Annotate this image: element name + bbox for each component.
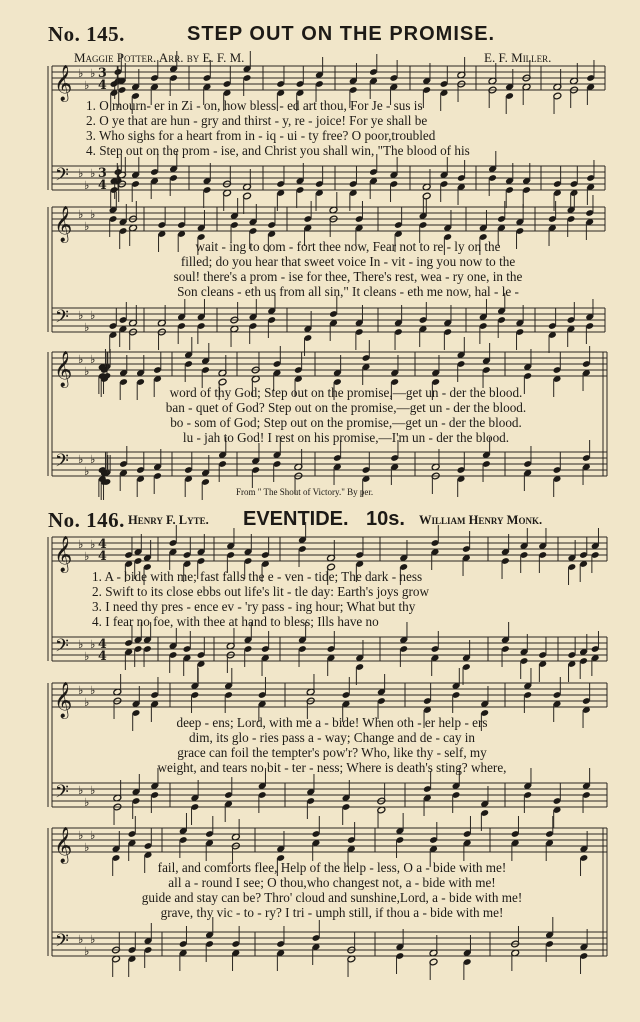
hymn-146-system-2-lyrics xyxy=(62,715,602,775)
time-signature: 4 xyxy=(98,77,107,92)
lyric-line: weight, and tears no bit - ter - ness; Where is death's sting? where, xyxy=(157,760,507,775)
flat-icon: ♭ xyxy=(78,308,84,323)
flat-icon: ♭ xyxy=(90,166,96,181)
lyric-line: dim, its glo - ries pass a - way; Change and de - cay in xyxy=(188,730,476,745)
lyric-line: lu - jah to God! I rest on his promise,—I'm un - der the blood. xyxy=(182,430,510,445)
flat-icon: ♭ xyxy=(90,207,96,222)
time-signature: 4 xyxy=(98,177,107,192)
flat-icon: ♭ xyxy=(78,828,84,843)
hymn-146-system-1-lyrics xyxy=(92,569,602,629)
flat-icon: ♭ xyxy=(84,178,90,193)
bass-clef-icon: 𝄢 xyxy=(55,931,69,956)
lyric-line: soul! there's a prom - ise for thee, There's rest, wea - ry one, in the xyxy=(173,269,523,284)
time-signature: 3 xyxy=(98,65,107,80)
flat-icon: ♭ xyxy=(90,683,96,698)
lyric-line: wait - ing to com - fort thee now, Fear not to re - ly on the xyxy=(195,239,501,254)
lyric-line: 3. I need thy pres - ence ev - 'ry pass - ing hour; What but thy xyxy=(92,599,416,614)
hymn-146-number: No. 146. xyxy=(48,508,125,532)
flat-icon: ♭ xyxy=(90,637,96,652)
time-signature: 4 xyxy=(98,536,107,551)
flat-icon: ♭ xyxy=(78,352,84,367)
lyric-line: grace can foil the tempter's pow'r? Who, like thy - self, my xyxy=(177,745,487,760)
flat-icon: ♭ xyxy=(78,637,84,652)
treble-clef-icon: 𝄞 xyxy=(54,536,73,572)
hymn-145-system-3-lyrics xyxy=(96,385,596,445)
time-signature: 4 xyxy=(98,636,107,651)
flat-icon: ♭ xyxy=(90,352,96,367)
flat-icon: ♭ xyxy=(84,219,90,234)
lyric-line: 2. Swift to its close ebbs out life's lit - tle day: Earth's joys grow xyxy=(92,584,429,599)
treble-clef-icon: 𝄞 xyxy=(54,351,73,387)
lyric-line: filled; do you hear that sweet voice In - vit - ing you now to the xyxy=(180,254,516,269)
lyric-line: 4. Step out on the prom - ise, and Christ you shall win, "The blood of his xyxy=(86,143,470,158)
lyric-line: 3. Who sighs for a heart from in - iq - ui - ty free? O poor,troubled xyxy=(86,128,436,143)
hymn-145-system-2-lyrics xyxy=(98,239,598,299)
bass-clef-icon: 𝄢 xyxy=(55,451,69,476)
hymn-145-footnote: From " The Shout of Victory." By per. xyxy=(236,487,374,497)
lyric-line: guide and stay can be? Thro' cloud and sunshine,Lord, a - bide with me! xyxy=(141,890,523,905)
flat-icon: ♭ xyxy=(90,66,96,81)
hymn-145-words-credit: Maggie Potter. Arr. by E. F. M. xyxy=(74,50,245,65)
treble-clef-icon: 𝄞 xyxy=(54,206,73,242)
lyric-line: bo - som of God; Step out on the promise,—get un - der the blood. xyxy=(170,415,522,430)
lyric-line: word of thy God; Step out on the promise,—get un - der the blood. xyxy=(169,385,523,400)
lyric-line: 2. O ye that are hun - gry and thirst - y, re - joice! For ye shall be xyxy=(86,113,428,128)
flat-icon: ♭ xyxy=(78,452,84,467)
flat-icon: ♭ xyxy=(84,464,90,479)
flat-icon: ♭ xyxy=(84,840,90,855)
hymn-146-meter: 10s. xyxy=(366,508,405,530)
hymn-145-title: STEP OUT ON THE PROMISE. xyxy=(187,23,496,45)
flat-icon: ♭ xyxy=(78,207,84,222)
time-signature: 3 xyxy=(98,165,107,180)
flat-icon: ♭ xyxy=(84,78,90,93)
flat-icon: ♭ xyxy=(78,537,84,552)
flat-icon: ♭ xyxy=(90,452,96,467)
flat-icon: ♭ xyxy=(84,549,90,564)
flat-icon: ♭ xyxy=(84,320,90,335)
bass-clef-icon: 𝄢 xyxy=(55,636,69,661)
flat-icon: ♭ xyxy=(84,795,90,810)
hymn-145-system-1-lyrics xyxy=(86,98,606,158)
time-signature: 4 xyxy=(98,548,107,563)
lyric-line: all a - round I see; O thou,who changest not, a - bide with me! xyxy=(168,875,496,890)
lyric-line: 4. I fear no foe, with thee at hand to bless; Ills have no xyxy=(92,614,379,629)
flat-icon: ♭ xyxy=(78,932,84,947)
hymn-146-author: Henry F. Lyte. xyxy=(128,513,209,527)
flat-icon: ♭ xyxy=(90,783,96,798)
treble-clef-icon: 𝄞 xyxy=(54,65,73,101)
lyric-line: ban - quet of God? Step out on the promise,—get un - der the blood. xyxy=(165,400,527,415)
lyric-line: 1. A - bide with me; fast falls the e - ven - tide; The dark - ness xyxy=(92,569,423,584)
flat-icon: ♭ xyxy=(90,537,96,552)
flat-icon: ♭ xyxy=(78,166,84,181)
time-signature: 4 xyxy=(98,648,107,663)
treble-clef-icon: 𝄞 xyxy=(54,827,73,863)
flat-icon: ♭ xyxy=(90,932,96,947)
flat-icon: ♭ xyxy=(78,683,84,698)
flat-icon: ♭ xyxy=(90,828,96,843)
flat-icon: ♭ xyxy=(78,66,84,81)
lyric-line: deep - ens; Lord, with me a - bide! When oth - er help - ers xyxy=(176,715,488,730)
bass-clef-icon: 𝄢 xyxy=(55,165,69,190)
flat-icon: ♭ xyxy=(84,649,90,664)
lyric-line: 1. O mourn- er in Zi - on, how bless - ed art thou, For Je - sus is xyxy=(86,98,423,113)
hymn-146-composer: William Henry Monk. xyxy=(419,513,543,527)
flat-icon: ♭ xyxy=(84,364,90,379)
hymn-145-music-credit: E. F. Miller. xyxy=(484,50,552,65)
flat-icon: ♭ xyxy=(84,695,90,710)
hymn-146-system-3-lyrics xyxy=(62,860,602,920)
lyric-line: fail, and comforts flee, Help of the help - less, O a - bide with me! xyxy=(157,860,507,875)
lyric-line: Son cleans - eth us from all sin," It cleans - eth me now, hal - le - xyxy=(177,284,519,299)
treble-clef-icon: 𝄞 xyxy=(54,682,73,718)
hymn-145-number: No. 145. xyxy=(48,22,125,46)
flat-icon: ♭ xyxy=(84,944,90,959)
flat-icon: ♭ xyxy=(78,783,84,798)
flat-icon: ♭ xyxy=(90,308,96,323)
bass-clef-icon: 𝄢 xyxy=(55,782,69,807)
bass-clef-icon: 𝄢 xyxy=(55,307,69,332)
hymn-146-title: EVENTIDE. xyxy=(243,508,349,530)
lyric-line: grave, thy vic - to - ry? I tri - umph still, if thou a - bide with me! xyxy=(160,905,504,920)
